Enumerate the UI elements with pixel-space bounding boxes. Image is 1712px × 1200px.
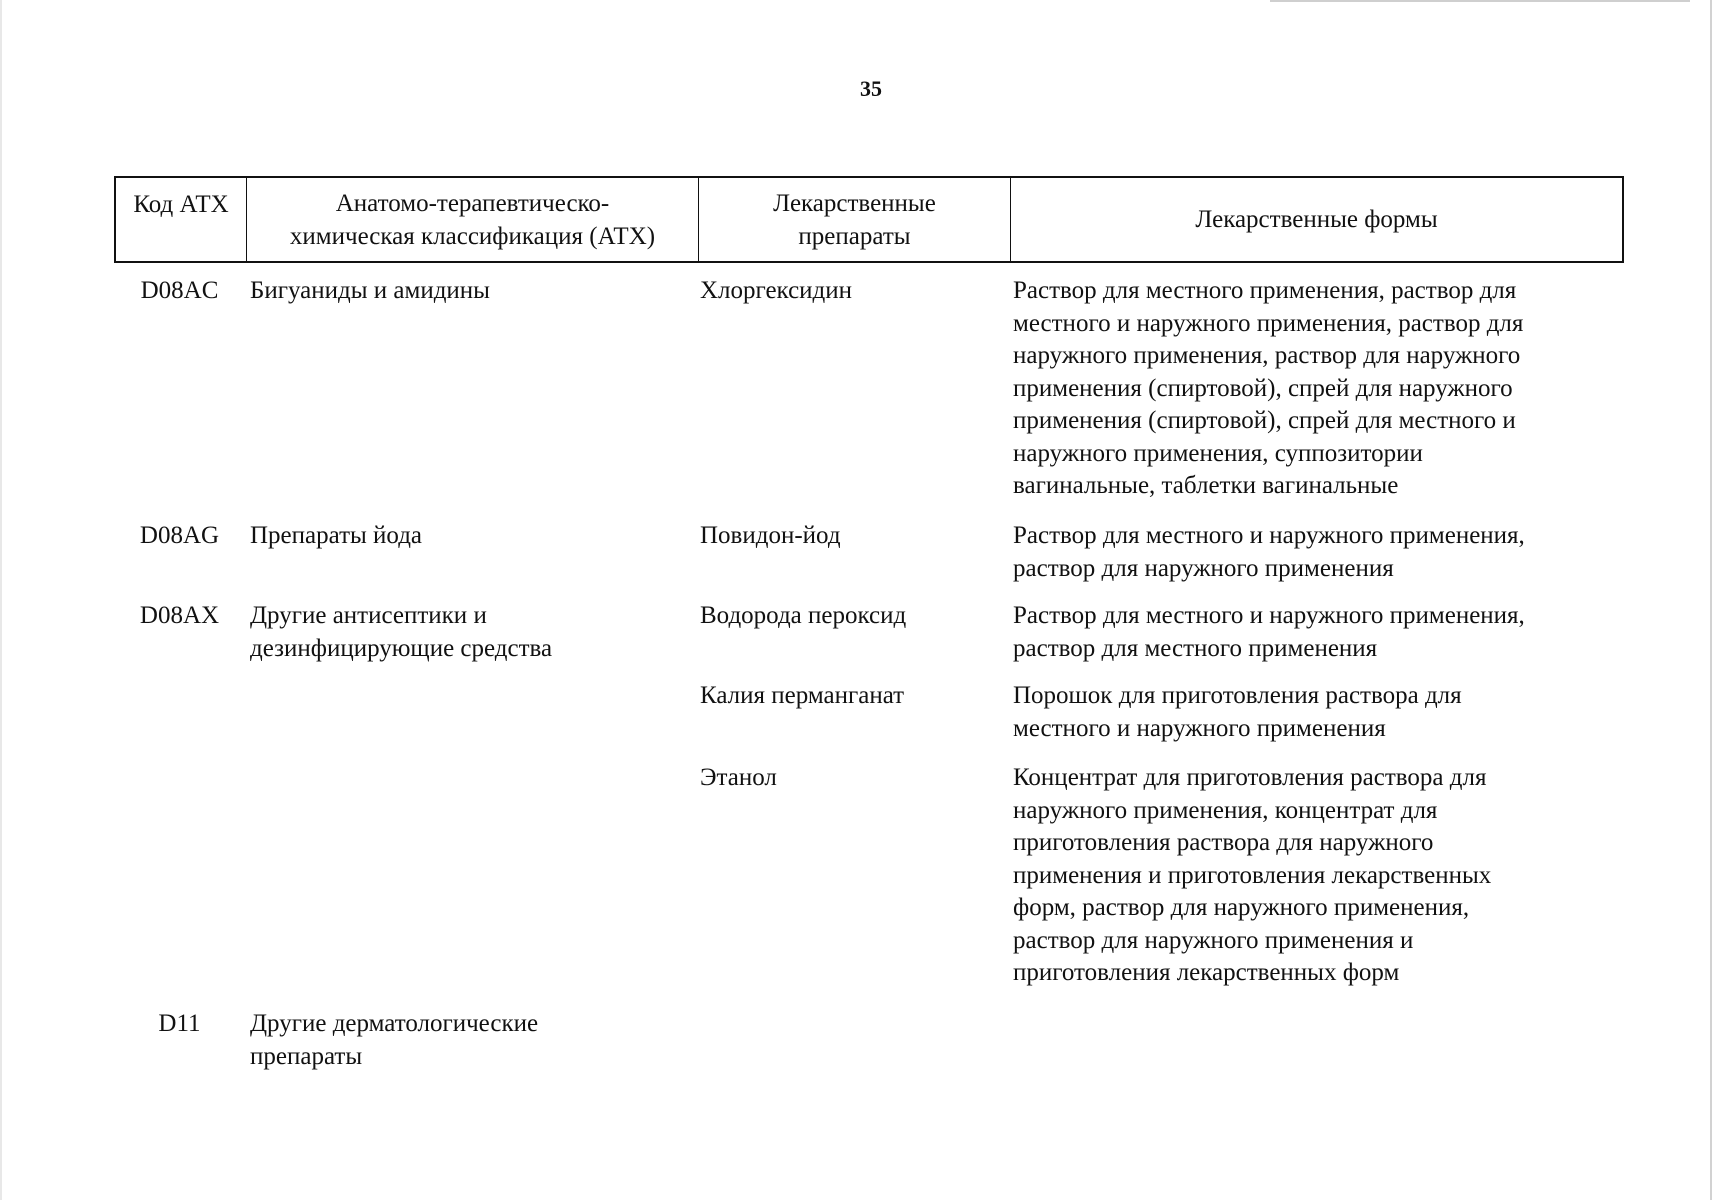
drug-name: Калия перманганат — [700, 682, 905, 709]
dosage-forms: Раствор для местного и наружного применения, раствор для местного применения — [1013, 602, 1525, 662]
dosage-forms: Концентрат для приготовления раствора для наружного применения, концентрат для приготовления раствора для наружного применения и приготовления лекарственных форм, раствор для наружного применения, раствор для наружного применения и приготовления лекарственных форм — [1013, 764, 1492, 986]
header-code-label: Код АТХ — [133, 191, 229, 218]
table-header — [114, 176, 1624, 263]
header-classification-label: Анатомо-терапевтическо- химическая классификация (АТХ) — [289, 189, 656, 250]
header-classification — [247, 178, 699, 261]
atc-code: D11 — [158, 1010, 201, 1037]
header-drugs-label: Лекарственные препараты — [773, 189, 936, 250]
drug-name: Хлоргексидин — [700, 277, 853, 304]
atc-classification: Препараты йода — [250, 522, 423, 549]
header-code — [116, 178, 247, 261]
drug-name: Водорода пероксид — [700, 602, 907, 629]
dosage-forms: Порошок для приготовления раствора для местного и наружного применения — [1013, 682, 1462, 742]
dosage-forms: Раствор для местного применения, раствор для местного и наружного применения, раствор для наружного применения, раствор для наружного применения (спиртовой), спрей для наружного применения (спиртовой), спрей для местного и наружного применения, суппозитории вагинальные, таблетки вагинальные — [1013, 277, 1524, 499]
dosage-forms: Раствор для местного и наружного применения, раствор для наружного применения — [1013, 522, 1525, 582]
header-forms — [1011, 178, 1622, 261]
atc-code: D08AC — [140, 277, 219, 304]
atc-code: D08AX — [139, 602, 220, 629]
scan-top-line — [1270, 0, 1690, 2]
atc-classification: Другие антисептики и дезинфицирующие средства — [250, 602, 553, 662]
header-drugs — [699, 178, 1011, 261]
scan-left-edge — [0, 0, 2, 1200]
page-number: 35 — [860, 76, 882, 101]
atc-classification: Бигуаниды и амидины — [250, 277, 490, 304]
drug-name: Этанол — [700, 764, 777, 791]
drug-name: Повидон-йод — [700, 522, 841, 549]
header-forms-label: Лекарственные формы — [1195, 206, 1438, 233]
atc-classification: Другие дерматологические препараты — [250, 1010, 539, 1070]
atc-code: D08AG — [139, 522, 220, 549]
